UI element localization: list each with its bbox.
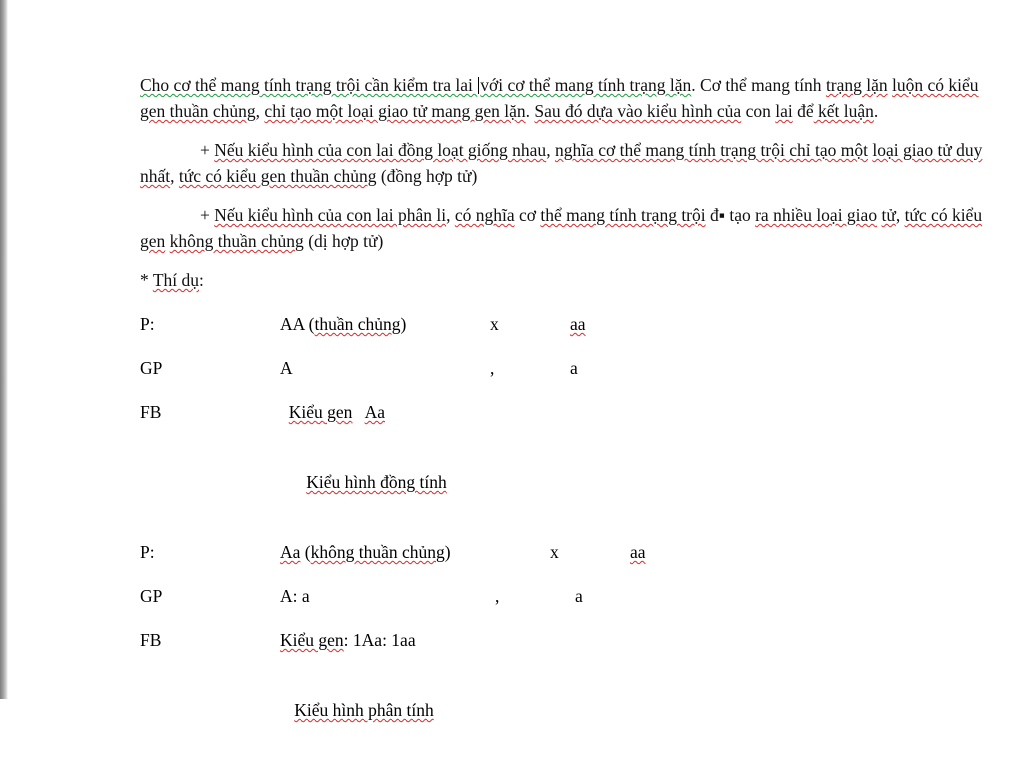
- text-run: Thí dụ: [152, 270, 199, 290]
- text-run: .: [525, 101, 535, 121]
- cross-row-fb2: [140, 627, 1000, 653]
- cross-symbol: x: [550, 542, 559, 562]
- text-run: Kiểu gen: [280, 630, 344, 650]
- cross-symbol: x: [490, 314, 499, 334]
- row-label: GP: [140, 358, 163, 378]
- text-run: *: [140, 270, 153, 290]
- paragraph-4: [140, 267, 1000, 293]
- text-run: A: a: [280, 586, 310, 606]
- text-run: ): [400, 314, 407, 334]
- text-run: chỉ tạo một loại giao tử mang gen lặn: [264, 101, 526, 121]
- paragraph-3: [140, 202, 1000, 254]
- cross-row-gp1: [140, 355, 1000, 381]
- text-run: . Cơ thể mang tính: [691, 75, 826, 95]
- row-label: FB: [140, 630, 162, 650]
- cross-row-gp2: [140, 583, 1000, 609]
- text-run: đ▪ tạo: [705, 205, 756, 225]
- row-partner: aa: [630, 542, 646, 562]
- text-run: Nếu kiểu hình của con lai phân li: [214, 205, 447, 225]
- paragraph-1: [140, 72, 1000, 124]
- paragraph-block-2: [140, 137, 1000, 189]
- text-run: để: [797, 101, 814, 121]
- text-run: Kiểu hình đồng tính: [306, 472, 447, 492]
- text-run: ,: [170, 166, 179, 186]
- text-run: (: [300, 542, 311, 562]
- text-run: con: [741, 101, 776, 121]
- text-run: cơ: [514, 205, 541, 225]
- cross-row-p2: [140, 539, 1000, 565]
- row-genotype: [280, 311, 490, 337]
- text-run: loại giao tử duy nhất: [140, 140, 983, 186]
- row-partner-gamete: a: [570, 358, 578, 378]
- phenotype-line-1: [140, 443, 1000, 521]
- paragraph-block-3: [140, 202, 1000, 254]
- row-label: GP: [140, 586, 163, 606]
- separator-symbol: ,: [490, 358, 495, 378]
- row-gamete: [280, 583, 495, 609]
- text-run: có nghĩa: [454, 205, 515, 225]
- text-run: Aa: [364, 402, 385, 422]
- text-run: luộn có kiểu gen thuần chủng: [140, 75, 979, 121]
- text-run: thể mang tính trạng trội: [540, 205, 706, 225]
- phenotype-line-2: [140, 671, 1000, 749]
- row-genotype: [280, 539, 550, 565]
- text-run: với cơ thể mang tính trạng lặn: [480, 75, 692, 95]
- paragraph-block-4: [140, 267, 1000, 293]
- paragraph-block-1: [140, 72, 1000, 124]
- cross-row-fb1: [140, 399, 1000, 425]
- text-run: ,: [255, 101, 265, 121]
- text-run: Cho cơ thể mang tính trạng trội cần kiểm tra lai: [140, 75, 478, 95]
- row-label: P:: [140, 542, 155, 562]
- text-run: ,: [895, 205, 905, 225]
- text-run: lai: [775, 101, 793, 121]
- cross-row-p1: [140, 311, 1000, 337]
- paragraph-2: [140, 137, 1000, 189]
- text-run: không thuần chủng: [169, 231, 304, 251]
- row-genotype-label: [280, 399, 490, 425]
- text-run: không thuần chủng: [310, 542, 445, 562]
- document-body[interactable]: [140, 72, 1000, 767]
- text-run: AA (: [280, 314, 315, 334]
- row-partner-gamete: a: [575, 586, 583, 606]
- text-run: thuần chủng: [314, 314, 401, 334]
- text-run: nghĩa cơ thể mang tính trạng trội chỉ tạo một: [554, 140, 868, 160]
- separator-symbol: ,: [495, 586, 500, 606]
- row-label: P:: [140, 314, 155, 334]
- row-gamete: A: [280, 358, 293, 378]
- page-edge-shadow: [0, 0, 8, 699]
- text-run: (dị hợp tử): [303, 231, 384, 251]
- text-run: ra nhiều loại giao: [755, 205, 878, 225]
- text-run: +: [200, 140, 215, 160]
- text-run: Sau đó dựa vào kiểu hình của: [534, 101, 742, 121]
- text-run: .: [873, 101, 879, 121]
- text-run: tức có kiểu gen thuần chủng: [178, 166, 377, 186]
- text-run: Kiểu hình phân tính: [294, 700, 434, 720]
- row-genotype-ratio: [280, 627, 680, 653]
- text-run: +: [200, 205, 215, 225]
- text-run: Kiểu gen: [288, 402, 353, 422]
- text-run: kết luận: [813, 101, 874, 121]
- text-run: Aa: [280, 542, 301, 562]
- text-run: : 1Aa: 1aa: [343, 630, 416, 650]
- text-run: tử: [881, 205, 896, 225]
- text-run: Nếu kiểu hình của con lai đồng loạt giống nhau: [214, 140, 547, 160]
- row-partner: aa: [570, 314, 586, 334]
- text-run: trạng lặn: [825, 75, 888, 95]
- text-run: ): [444, 542, 451, 562]
- text-run: tức có kiểu gen: [140, 205, 983, 251]
- text-run: :: [199, 270, 204, 290]
- text-run: ,: [546, 140, 555, 160]
- text-run: ,: [446, 205, 455, 225]
- row-label: FB: [140, 402, 162, 422]
- text-run: (đồng hợp tử): [376, 166, 478, 186]
